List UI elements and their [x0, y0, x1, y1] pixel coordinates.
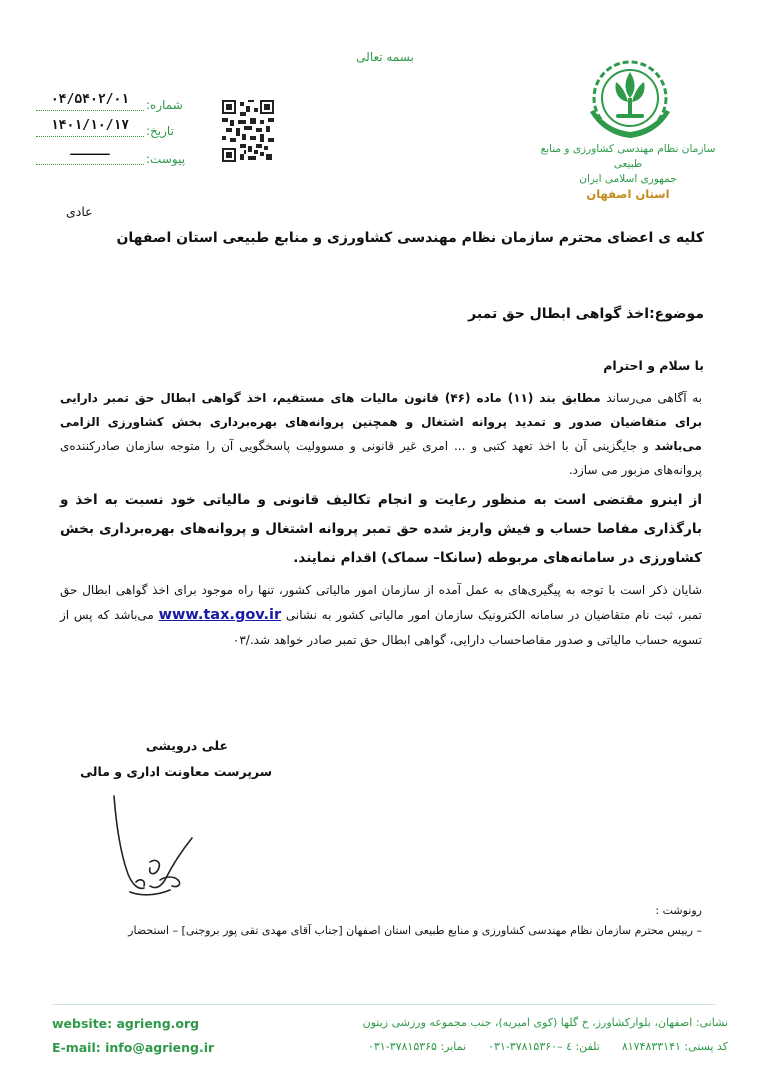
footer-divider — [52, 1004, 716, 1005]
signer-name: علی درویشی — [145, 738, 228, 753]
recipient-line: کلیه ی اعضای محترم سازمان نظام مهندسی کشاورزی و منابع طبیعی استان اصفهان — [116, 230, 704, 246]
greeting: با سلام و احترام — [603, 358, 704, 373]
footer-postal-code: کد پستی: ۸۱۷۴۸۳۳۱۴۱ — [621, 1040, 728, 1053]
paragraph-1-intro: به آگاهی می‌رساند — [600, 391, 703, 405]
subject-line: موضوع:اخذ گواهی ابطال حق تمبر — [468, 306, 704, 322]
priority-level: عادی — [66, 204, 93, 219]
handwritten-signature-icon — [100, 792, 200, 912]
number-label: شماره: — [146, 98, 183, 112]
paragraph-2: از اینرو مقتضی است به منظور رعایت و انجام تکالیف قانونی و مالیاتی خود نسبت به اخذ و بارگذاری مفاصا حساب و فیش واریز شده حق تمبر پروانه اشتغال و پروانه‌های بهره‌برداری بخش کشاورزی در سامانه‌های مربوطه (سانکا– سماک) اقدام نمایند. — [60, 492, 702, 566]
cc-label: رونوشت : — [655, 904, 702, 917]
attachment-label: پیوست: — [146, 152, 186, 166]
organization-name: سازمان نظام مهندسی کشاورزی و منابع طبیعی — [540, 143, 716, 170]
paragraph-3-intro: شایان ذکر است با توجه به پیگیری‌های به عمل آمده از سازمان امور مالیاتی کشور، تنها راه موجود برای اخذ گواهی ابطال حق تمبر، ثبت نام متقاضیان در سامانه الکترونیک سازمان امور مالیاتی کشور به نشانی — [60, 583, 703, 622]
footer-email[interactable]: E-mail: info@agrieng.ir — [52, 1040, 215, 1055]
footer-contact — [346, 1040, 728, 1053]
date-label: تاریخ: — [146, 124, 174, 138]
paragraph-1-rest: و جایگزینی آن با اخذ تعهد کتبی و ... امری غیر قانونی و مسوولیت پاسخگویی آن را متوجه سازمان صادرکننده‌ی پروانه‌های مزبور می سازد. — [60, 439, 702, 477]
tax-website-link[interactable]: www.tax.gov.ir — [158, 607, 282, 623]
province-name: استان اصفهان — [586, 187, 670, 201]
paragraph-3 — [60, 578, 702, 653]
letter-date: ۱۴۰۱/۱۰/۱۷ — [50, 118, 130, 133]
cc-recipient: – رییس محترم سازمان نظام مهندسی کشاورزی و منابع طبیعی استان اصفهان [جناب آقای مهدی تقی پور بروجنی] – استحضار — [128, 924, 702, 937]
footer-address: نشانی: اصفهان، بلوارکشاورز، خ گلها (کوی امیریه)، جنب مجموعه ورزشی زیتون — [362, 1016, 728, 1029]
letter-number: ۰۴/۵۴۰۲/۰۱ — [50, 92, 130, 107]
footer-website[interactable]: website: agrieng.org — [52, 1016, 200, 1031]
organization-logo-icon — [580, 52, 680, 144]
footer-phone: تلفن: ٤ –۳۷۸۱۵۳۶۰-۰۳۱ — [488, 1040, 600, 1053]
paragraph-1 — [60, 386, 702, 482]
number-line — [36, 110, 144, 111]
attachment-value: ـــــ — [70, 144, 110, 159]
qr-code-icon — [222, 100, 274, 162]
organization-name-block — [528, 142, 728, 202]
paragraph-3-rest: می‌باشد که پس از تسویه حساب مالیاتی و صدور مفاصاحساب دارایی، گواهی ابطال حق تمبر صادر خواهد شد./۰۳ — [60, 608, 702, 647]
footer-fax: نمابر: ۳۷۸۱۵۳۶۵-۰۳۱ — [367, 1040, 467, 1053]
paragraph-1-emphasis: مطابق بند (۱۱) ماده (۴۶) قانون مالیات های مستقیم، اخذ گواهی ابطال حق تمبر دارایی برای متقاضیان صدور و تمدید پروانه اشتغال و همچنین پروانه‌های بهره‌برداری بخش کشاورزی الزامی می‌باشد — [60, 391, 702, 453]
date-line — [36, 136, 144, 137]
signer-title: سرپرست معاونت اداری و مالی — [80, 764, 272, 779]
attachment-line — [36, 164, 144, 165]
country-name: جمهوری اسلامی ایران — [579, 173, 677, 185]
basmala-heading: بسمه تعالی — [356, 50, 414, 64]
